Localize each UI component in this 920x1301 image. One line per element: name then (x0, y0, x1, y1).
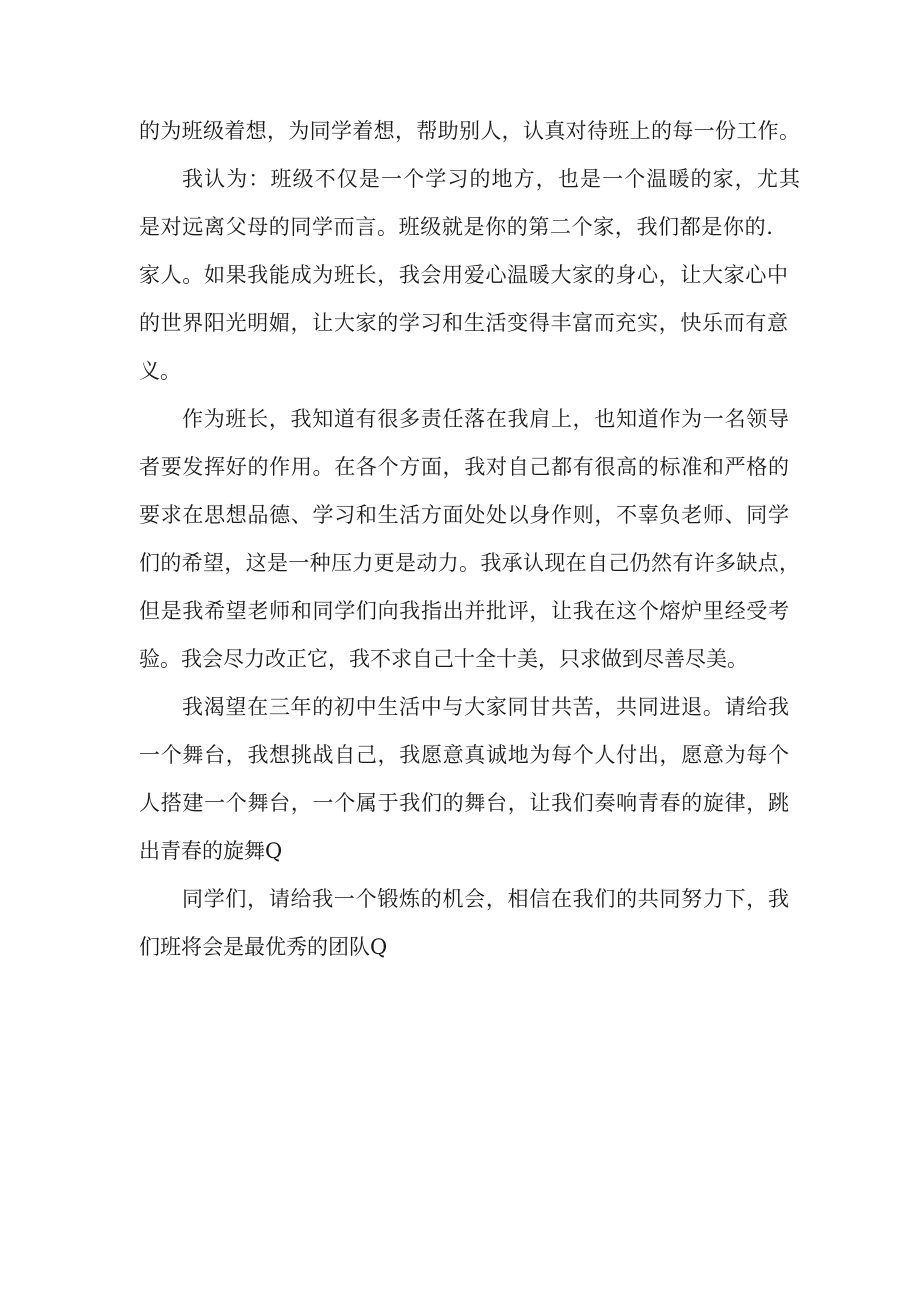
line-text: 同学们，请给我一个锻炼的机会，相信在我们的共同努力下，我 (182, 887, 789, 911)
text-line (0, 787, 920, 819)
text-line (0, 259, 920, 291)
line-text: 的世界阳光明媚，让大家的学习和生活变得丰富而充实，快乐而有意 (139, 311, 788, 335)
line-text: 人搭建一个舞台，一个属于我们的舞台，让我们奏响青春的旋律，跳 (139, 791, 789, 815)
text-line (0, 835, 920, 867)
text-line (0, 739, 920, 771)
line-text: 验。我会尽力改正它，我不求自己十全十美，只求做到尽善尽美。 (139, 647, 748, 671)
text-line (0, 499, 920, 531)
line-text: 我渴望在三年的初中生活中与大家同甘共苦，共同进退。请给我 (182, 695, 789, 719)
line-text: 要求在思想品德、学习和生活方面处处以身作则，不辜负老师、同学 (139, 503, 789, 527)
text-line (0, 403, 920, 435)
text-line (0, 163, 920, 195)
text-line (0, 595, 920, 627)
line-text: 的为班级着想，为同学着想，帮助别人，认真对待班上的每一份工作。 (139, 119, 800, 143)
line-text: 作为班长，我知道有很多责任落在我肩上，也知道作为一名领导 (182, 407, 789, 431)
text-line (0, 547, 920, 579)
text-line (0, 883, 920, 915)
text-line (0, 115, 920, 147)
line-text: 出青春的旋舞Q (139, 839, 283, 863)
text-line (0, 451, 920, 483)
line-text: 义。 (139, 359, 181, 383)
line-text: 家人。如果我能成为班长，我会用爱心温暖大家的身心，让大家心中 (139, 263, 788, 287)
line-text: 一个舞台，我想挑战自己，我愿意真诚地为每个人付出，愿意为每个 (139, 743, 789, 767)
line-text: 但是我希望老师和同学们向我指出并批评，让我在这个熔炉里经受考 (139, 599, 789, 623)
text-line (0, 211, 920, 243)
text-line (0, 643, 920, 675)
text-line (0, 931, 920, 963)
text-line (0, 355, 920, 387)
line-text: 者要发挥好的作用。在各个方面，我对自己都有很高的标准和严格的 (139, 455, 789, 479)
text-line (0, 691, 920, 723)
line-text: 们的希望，这是一种压力更是动力。我承认现在自己仍然有许多缺点， (139, 551, 800, 575)
text-line (0, 307, 920, 339)
line-text: 我认为：班级不仅是一个学习的地方，也是一个温暖的家，尤其 (182, 167, 800, 191)
line-text: 是对远离父母的同学而言。班级就是你的第二个家，我们都是你的. (139, 215, 773, 239)
line-text: 们班将会是最优秀的团队Q (139, 935, 388, 959)
